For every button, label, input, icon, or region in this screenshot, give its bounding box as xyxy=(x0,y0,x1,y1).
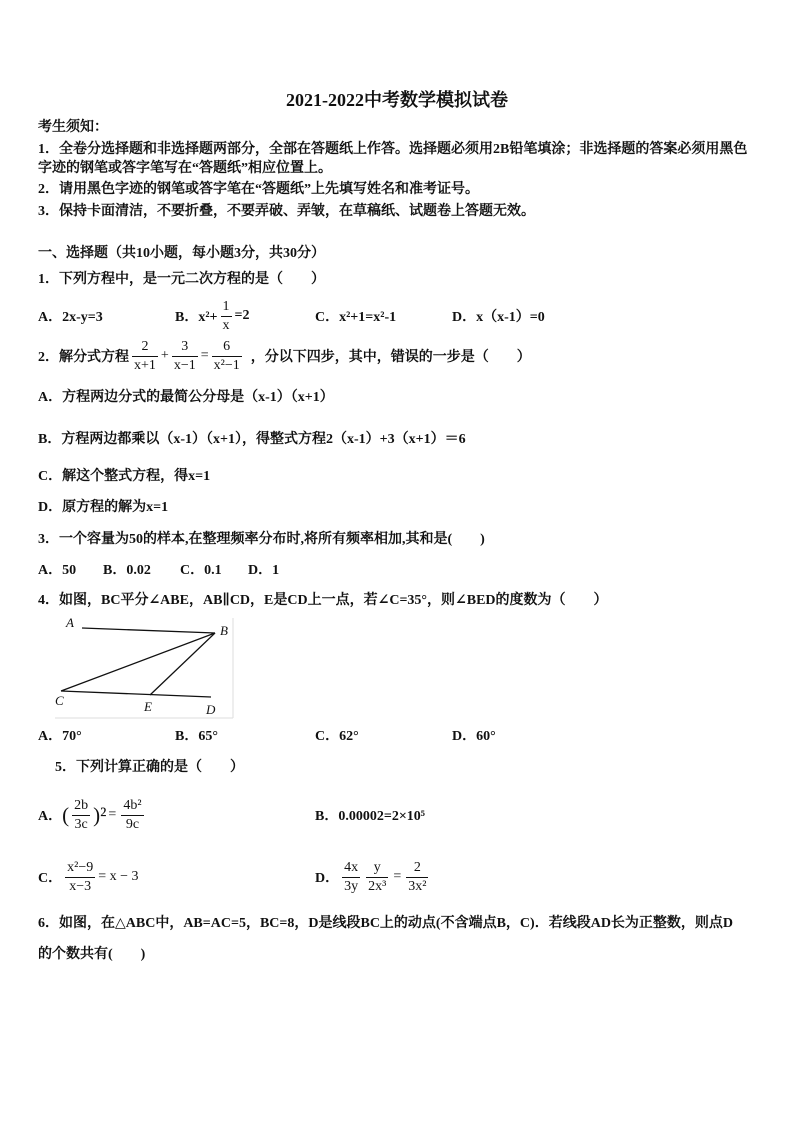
q3-stem: 3．一个容量为50的样本,在整理频率分布时,将所有频率相加,其和是( ) xyxy=(38,532,485,547)
segment-cd xyxy=(61,691,211,697)
q2-prefix: 2．解分式方程 xyxy=(38,350,129,365)
q5-option-a-label: A． xyxy=(38,809,63,824)
fraction-denominator: x xyxy=(222,317,230,333)
q1-option-b-after: =2 xyxy=(234,308,250,323)
q4-option-b: B．65° xyxy=(175,729,218,744)
point-label-d: D xyxy=(206,702,216,717)
q4-option-c: C．62° xyxy=(315,729,359,744)
q4-geometry-figure xyxy=(55,612,240,722)
q1-option-b-fraction xyxy=(221,299,232,334)
q5-option-c-label: C． xyxy=(38,871,63,886)
q2-fraction-2 xyxy=(172,339,198,374)
page-title: 2021-2022中考数学模拟试卷 xyxy=(286,90,508,110)
close-paren-squared: )² xyxy=(93,803,107,827)
segment-be xyxy=(150,633,215,695)
q1-option-b xyxy=(175,298,250,334)
q5-stem: 5．下列计算正确的是（ ） xyxy=(55,760,244,775)
q5-option-c xyxy=(38,855,139,899)
fraction-denominator: x²−1 xyxy=(213,357,240,373)
fraction-denominator: 3y xyxy=(344,878,359,894)
q5-option-a-fraction-1 xyxy=(72,798,90,833)
section-heading: 一、选择题（共10小题，每小题3分，共30分） xyxy=(38,246,325,261)
q4-stem: 4．如图，BC平分∠ABE，AB∥CD，E是CD上一点，若∠C=35°，则∠BED的度数为（ ） xyxy=(38,593,608,608)
fraction-denominator: x+1 xyxy=(134,357,156,373)
fraction-denominator: 2x³ xyxy=(368,878,387,894)
q5-option-a-fraction-2 xyxy=(121,798,143,833)
q5-option-d xyxy=(315,855,431,899)
q5-option-a xyxy=(38,793,147,837)
point-label-e: E xyxy=(144,699,152,714)
fraction-denominator: x−3 xyxy=(69,878,92,894)
segment-ab xyxy=(82,628,215,633)
q6-stem-line-2: 的个数共有( ) xyxy=(38,947,146,962)
point-label-b: B xyxy=(220,623,228,638)
q4-option-a: A．70° xyxy=(38,729,82,744)
q5-option-b: B．0.00002=2×10⁵ xyxy=(315,809,425,824)
q3-option-b: B．0.02 xyxy=(103,563,151,578)
q2-option-c: C．解这个整式方程，得x=1 xyxy=(38,469,211,484)
notice-line-1-cont: 字迹的钢笔或答字笔写在“答题纸”相应位置上。 xyxy=(38,161,332,176)
fraction-denominator: x−1 xyxy=(173,357,196,373)
q2-option-d: D．原方程的解为x=1 xyxy=(38,500,169,515)
q4-option-d: D．60° xyxy=(452,729,496,744)
notice-line-3: 3．保持卡面清洁，不要折叠，不要弄破、弄皱，在草稿纸、试题卷上答题无效。 xyxy=(38,204,535,219)
q1-stem: 1．下列方程中，是一元二次方程的是（ ） xyxy=(38,272,325,287)
q5-option-d-fraction-2 xyxy=(366,860,388,895)
fraction-denominator: 9c xyxy=(125,816,140,832)
q2-option-b: B．方程两边都乘以（x-1）（x+1），得整式方程2（x-1）+3（x+1）＝6 xyxy=(38,432,466,447)
open-paren: ( xyxy=(62,803,70,827)
fraction-numerator: y xyxy=(366,860,388,878)
notice-heading: 考生须知： xyxy=(38,120,108,135)
fraction-numerator: 2b xyxy=(72,798,90,816)
fraction-denominator: 3x² xyxy=(408,878,427,894)
fraction-numerator: 2 xyxy=(406,860,428,878)
q2-suffix: ，分以下四步，其中，错误的一步是（ ） xyxy=(250,350,531,365)
fraction-numerator: 4x xyxy=(342,860,360,878)
fraction-numerator: 3 xyxy=(172,339,198,357)
equals-sign: = xyxy=(108,807,117,822)
q1-option-a: A．2x-y=3 xyxy=(38,310,103,325)
q1-option-b-label: B．x²+ xyxy=(175,310,218,325)
fraction-numerator: x²−9 xyxy=(65,860,95,878)
q1-option-c: C．x²+1=x²-1 xyxy=(315,310,397,325)
q6-stem-line-1: 6．如图，在△ABC中，AB=AC=5，BC=8，D是线段BC上的动点(不含端点B，C)．若线段AD长为正整数，则点D xyxy=(38,916,734,931)
q2-stem xyxy=(38,336,531,376)
q5-option-d-fraction-1 xyxy=(342,860,360,895)
q5-option-c-after: = x − 3 xyxy=(98,869,139,884)
point-label-a: A xyxy=(66,615,74,630)
notice-line-2: 2．请用黑色字迹的钢笔或答字笔在“答题纸”上先填写姓名和准考证号。 xyxy=(38,182,479,197)
q1-option-d: D．x（x-1）=0 xyxy=(452,310,545,325)
fraction-numerator: 2 xyxy=(132,339,158,357)
q3-option-c: C．0.1 xyxy=(180,563,222,578)
q2-plus-sign: + xyxy=(160,348,169,363)
fraction-numerator: 1 xyxy=(221,299,232,317)
q2-fraction-1 xyxy=(132,339,158,374)
q3-option-d: D．1 xyxy=(248,563,280,578)
q3-option-a: A．50 xyxy=(38,563,77,578)
q2-fraction-3 xyxy=(212,339,242,374)
fraction-numerator: 6 xyxy=(212,339,242,357)
point-label-c: C xyxy=(55,693,64,708)
q5-option-d-fraction-3 xyxy=(406,860,428,895)
q5-option-d-label: D． xyxy=(315,871,340,886)
equals-sign: = xyxy=(393,869,402,884)
segment-bc xyxy=(61,633,215,691)
q2-equals-sign: = xyxy=(200,348,209,363)
fraction-denominator: 3c xyxy=(74,816,88,832)
q5-option-c-fraction xyxy=(65,860,95,895)
fraction-numerator: 4b² xyxy=(121,798,143,816)
q2-option-a: A．方程两边分式的最简公分母是（x-1）（x+1） xyxy=(38,390,334,405)
notice-line-1: 1．全卷分选择题和非选择题两部分，全部在答题纸上作答。选择题必须用2B铅笔填涂；非选择题的答案必须用黑色 xyxy=(38,142,748,157)
